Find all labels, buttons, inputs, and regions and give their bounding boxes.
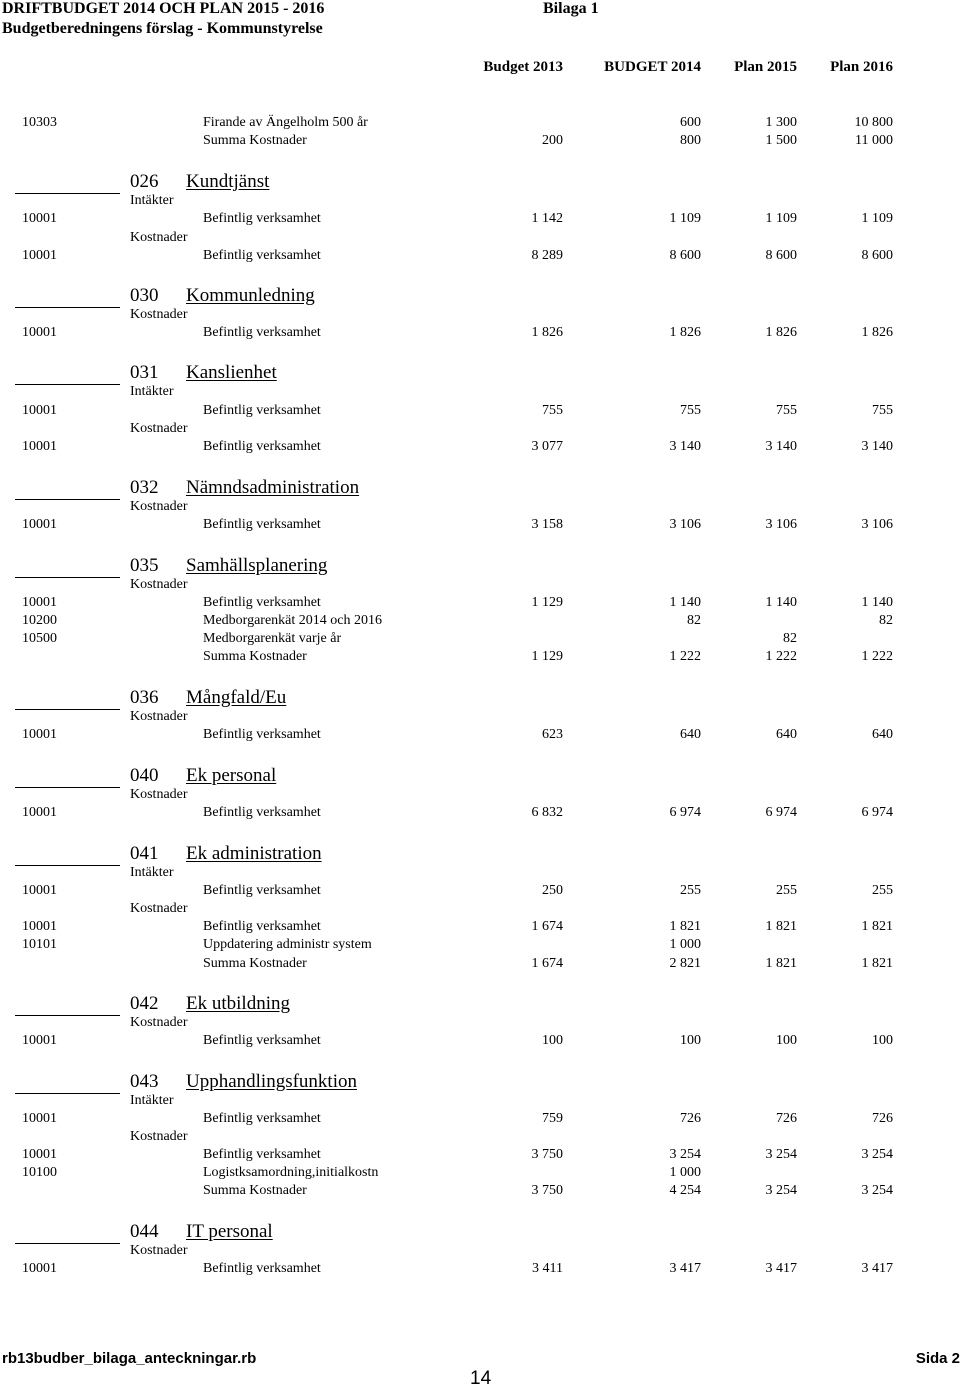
plan-2016-value: 11 000 — [855, 133, 893, 148]
plan-2016-value: 1 821 — [861, 956, 893, 971]
category-row — [0, 900, 960, 918]
category-row — [0, 786, 960, 804]
category-label: Kostnader — [130, 307, 188, 322]
plan-2016-value: 3 140 — [861, 439, 893, 454]
row-description: Befintlig verksamhet — [203, 211, 321, 226]
table-row — [0, 438, 960, 456]
row-description: Summa Kostnader — [203, 956, 307, 971]
category-row — [0, 708, 960, 726]
section-title: Mångfald/Eu — [186, 687, 287, 708]
section-code: 044 — [130, 1221, 159, 1242]
table-row — [0, 594, 960, 612]
budget-2014-value: 1 222 — [669, 649, 701, 664]
row-description: Befintlig verksamhet — [203, 1147, 321, 1162]
account-number: 10001 — [22, 517, 57, 532]
budget-2013-value: 3 077 — [531, 439, 563, 454]
plan-2015-value: 3 254 — [765, 1183, 797, 1198]
plan-2016-value: 3 254 — [861, 1147, 893, 1162]
budget-2014-value: 755 — [680, 403, 701, 418]
plan-2016-value: 3 254 — [861, 1183, 893, 1198]
table-row — [0, 114, 960, 132]
table-row — [0, 324, 960, 342]
budget-2013-value: 3 750 — [531, 1147, 563, 1162]
account-number: 10500 — [22, 631, 57, 646]
account-number: 10001 — [22, 248, 57, 263]
budget-2014-value: 1 000 — [669, 937, 701, 952]
table-row — [0, 1110, 960, 1128]
table-row — [0, 804, 960, 822]
plan-2016-value: 1 140 — [861, 595, 893, 610]
category-label: Kostnader — [130, 577, 188, 592]
account-number: 10001 — [22, 595, 57, 610]
budget-2014-value: 600 — [680, 115, 701, 130]
document-title: DRIFTBUDGET 2014 OCH PLAN 2015 - 2016 — [2, 0, 325, 17]
budget-2014-value: 6 974 — [669, 805, 701, 820]
section-code: 031 — [130, 362, 159, 383]
table-row — [0, 918, 960, 936]
category-label: Intäkter — [130, 193, 174, 208]
table-row — [0, 1260, 960, 1278]
footer-filename: rb13budber_bilaga_anteckningar.rb — [2, 1350, 257, 1367]
category-row — [0, 383, 960, 401]
plan-2016-value: 3 417 — [861, 1261, 893, 1276]
category-label: Kostnader — [130, 230, 188, 245]
budget-2013-value: 1 129 — [531, 595, 563, 610]
table-row — [0, 1164, 960, 1182]
account-number: 10101 — [22, 937, 57, 952]
section-title: Ek personal — [186, 765, 277, 786]
budget-2013-value: 1 142 — [531, 211, 563, 226]
category-row — [0, 498, 960, 516]
budget-2013-value: 1 129 — [531, 649, 563, 664]
account-number: 10100 — [22, 1165, 57, 1180]
plan-2016-value: 640 — [872, 727, 893, 742]
budget-2013-value: 100 — [542, 1033, 563, 1048]
budget-2014-value: 255 — [680, 883, 701, 898]
column-header-plan-2016: Plan 2016 — [830, 59, 893, 75]
plan-2015-value: 1 109 — [765, 211, 797, 226]
section-title: Samhällsplanering — [186, 555, 328, 576]
row-description: Befintlig verksamhet — [203, 727, 321, 742]
plan-2016-value: 1 826 — [861, 325, 893, 340]
category-label: Kostnader — [130, 787, 188, 802]
sum-row — [0, 955, 960, 973]
plan-2015-value: 755 — [776, 403, 797, 418]
account-number: 10001 — [22, 727, 57, 742]
column-header-budget-2014: BUDGET 2014 — [604, 59, 701, 75]
account-number: 10001 — [22, 403, 57, 418]
section-title: Ek administration — [186, 843, 322, 864]
row-description: Befintlig verksamhet — [203, 883, 321, 898]
plan-2016-value: 1 222 — [861, 649, 893, 664]
category-row — [0, 229, 960, 247]
plan-2016-value: 255 — [872, 883, 893, 898]
plan-2016-value: 3 106 — [861, 517, 893, 532]
category-label: Intäkter — [130, 384, 174, 399]
column-header-budget-2013: Budget 2013 — [483, 59, 563, 75]
row-description: Befintlig verksamhet — [203, 325, 321, 340]
budget-2013-value: 1 826 — [531, 325, 563, 340]
plan-2015-value: 3 417 — [765, 1261, 797, 1276]
table-row — [0, 882, 960, 900]
footer-page-label: Sida 2 — [915, 1350, 960, 1367]
row-description: Befintlig verksamhet — [203, 805, 321, 820]
budget-2013-value: 3 750 — [531, 1183, 563, 1198]
category-row — [0, 420, 960, 438]
plan-2016-value: 8 600 — [861, 248, 893, 263]
account-number: 10001 — [22, 325, 57, 340]
plan-2015-value: 1 500 — [765, 133, 797, 148]
row-description: Befintlig verksamhet — [203, 595, 321, 610]
plan-2016-value: 82 — [879, 613, 893, 628]
page-number: 14 — [470, 1368, 492, 1389]
category-label: Kostnader — [130, 1015, 188, 1030]
plan-2016-value: 10 800 — [854, 115, 893, 130]
budget-2014-value: 1 821 — [669, 919, 701, 934]
plan-2015-value: 1 140 — [765, 595, 797, 610]
row-description: Medborgarenkät 2014 och 2016 — [203, 613, 382, 628]
row-description: Befintlig verksamhet — [203, 1111, 321, 1126]
plan-2015-value: 640 — [776, 727, 797, 742]
category-label: Kostnader — [130, 1243, 188, 1258]
account-number: 10303 — [22, 115, 57, 130]
budget-2014-value: 8 600 — [669, 248, 701, 263]
plan-2015-value: 3 254 — [765, 1147, 797, 1162]
row-description: Befintlig verksamhet — [203, 403, 321, 418]
plan-2015-value: 3 140 — [765, 439, 797, 454]
row-description: Logistksamordning,initialkostn — [203, 1165, 379, 1180]
account-number: 10200 — [22, 613, 57, 628]
plan-2015-value: 3 106 — [765, 517, 797, 532]
plan-2016-value: 6 974 — [861, 805, 893, 820]
budget-2014-value: 726 — [680, 1111, 701, 1126]
table-row — [0, 247, 960, 265]
row-description: Summa Kostnader — [203, 1183, 307, 1198]
budget-2013-value: 759 — [542, 1111, 563, 1126]
section-code: 036 — [130, 687, 159, 708]
budget-2014-value: 640 — [680, 727, 701, 742]
table-row — [0, 936, 960, 954]
plan-2015-value: 100 — [776, 1033, 797, 1048]
section-code: 040 — [130, 765, 159, 786]
row-description: Befintlig verksamhet — [203, 919, 321, 934]
section-title: Upphandlingsfunktion — [186, 1071, 357, 1092]
column-header-plan-2015: Plan 2015 — [734, 59, 797, 75]
plan-2015-value: 82 — [783, 631, 797, 646]
row-description: Befintlig verksamhet — [203, 248, 321, 263]
section-title: Kanslienhet — [186, 362, 277, 383]
account-number: 10001 — [22, 211, 57, 226]
category-label: Intäkter — [130, 1093, 174, 1108]
section-code: 026 — [130, 171, 159, 192]
budget-2013-value: 3 411 — [532, 1261, 563, 1276]
row-description: Firande av Ängelholm 500 år — [203, 115, 368, 130]
plan-2015-value: 1 821 — [765, 919, 797, 934]
category-label: Intäkter — [130, 865, 174, 880]
table-row — [0, 726, 960, 744]
account-number: 10001 — [22, 1111, 57, 1126]
row-description: Uppdatering administr system — [203, 937, 372, 952]
table-row — [0, 1146, 960, 1164]
budget-2014-value: 82 — [687, 613, 701, 628]
account-number: 10001 — [22, 1261, 57, 1276]
plan-2015-value: 1 821 — [765, 956, 797, 971]
category-label: Kostnader — [130, 901, 188, 916]
table-row — [0, 1032, 960, 1050]
budget-2014-value: 3 140 — [669, 439, 701, 454]
category-label: Kostnader — [130, 709, 188, 724]
budget-2014-value: 800 — [680, 133, 701, 148]
row-description: Befintlig verksamhet — [203, 439, 321, 454]
section-title: Kundtjänst — [186, 171, 270, 192]
category-row — [0, 1242, 960, 1260]
attachment-label: Bilaga 1 — [543, 0, 599, 17]
category-row — [0, 864, 960, 882]
budget-2014-value: 1 109 — [669, 211, 701, 226]
plan-2016-value: 1 109 — [861, 211, 893, 226]
account-number: 10001 — [22, 439, 57, 454]
budget-2014-value: 3 254 — [669, 1147, 701, 1162]
category-label: Kostnader — [130, 1129, 188, 1144]
row-description: Medborgarenkät varje år — [203, 631, 342, 646]
table-row — [0, 402, 960, 420]
budget-2014-value: 1 140 — [669, 595, 701, 610]
table-row — [0, 516, 960, 534]
account-number: 10001 — [22, 919, 57, 934]
account-number: 10001 — [22, 1147, 57, 1162]
plan-2016-value: 100 — [872, 1033, 893, 1048]
section-code: 042 — [130, 993, 159, 1014]
table-row — [0, 612, 960, 630]
budget-2013-value: 250 — [542, 883, 563, 898]
category-label: Kostnader — [130, 499, 188, 514]
plan-2015-value: 726 — [776, 1111, 797, 1126]
budget-2014-value: 2 821 — [669, 956, 701, 971]
category-label: Kostnader — [130, 421, 188, 436]
plan-2015-value: 1 222 — [765, 649, 797, 664]
sum-row — [0, 648, 960, 666]
document-subtitle: Budgetberedningens förslag - Kommunstyrelse — [2, 20, 323, 37]
category-row — [0, 1092, 960, 1110]
category-row — [0, 576, 960, 594]
table-row — [0, 630, 960, 648]
row-description: Summa Kostnader — [203, 133, 307, 148]
category-row — [0, 192, 960, 210]
budget-2014-value: 3 106 — [669, 517, 701, 532]
plan-2016-value: 755 — [872, 403, 893, 418]
budget-2013-value: 8 289 — [531, 248, 563, 263]
category-row — [0, 1014, 960, 1032]
section-title: Nämndsadministration — [186, 477, 360, 498]
account-number: 10001 — [22, 805, 57, 820]
budget-2014-value: 1 826 — [669, 325, 701, 340]
plan-2015-value: 1 300 — [765, 115, 797, 130]
budget-2013-value: 755 — [542, 403, 563, 418]
row-description: Befintlig verksamhet — [203, 517, 321, 532]
budget-2013-value: 3 158 — [531, 517, 563, 532]
plan-2015-value: 8 600 — [765, 248, 797, 263]
sum-row — [0, 1182, 960, 1200]
plan-2016-value: 726 — [872, 1111, 893, 1126]
section-code: 035 — [130, 555, 159, 576]
row-description: Befintlig verksamhet — [203, 1261, 321, 1276]
plan-2015-value: 1 826 — [765, 325, 797, 340]
section-code: 032 — [130, 477, 159, 498]
budget-2014-value: 1 000 — [669, 1165, 701, 1180]
section-code: 041 — [130, 843, 159, 864]
budget-2013-value: 623 — [542, 727, 563, 742]
section-code: 030 — [130, 285, 159, 306]
account-number: 10001 — [22, 883, 57, 898]
section-title: IT personal — [186, 1221, 273, 1242]
budget-2013-value: 200 — [542, 133, 563, 148]
section-title: Ek utbildning — [186, 993, 290, 1014]
row-description: Summa Kostnader — [203, 649, 307, 664]
budget-2013-value: 1 674 — [531, 956, 563, 971]
account-number: 10001 — [22, 1033, 57, 1048]
category-row — [0, 1128, 960, 1146]
budget-2014-value: 3 417 — [669, 1261, 701, 1276]
row-description: Befintlig verksamhet — [203, 1033, 321, 1048]
sum-row — [0, 132, 960, 150]
plan-2016-value: 1 821 — [861, 919, 893, 934]
budget-2013-value: 1 674 — [531, 919, 563, 934]
budget-2014-value: 4 254 — [669, 1183, 701, 1198]
budget-2013-value: 6 832 — [531, 805, 563, 820]
section-code: 043 — [130, 1071, 159, 1092]
section-title: Kommunledning — [186, 285, 315, 306]
table-row — [0, 210, 960, 228]
budget-2014-value: 100 — [680, 1033, 701, 1048]
plan-2015-value: 255 — [776, 883, 797, 898]
plan-2015-value: 6 974 — [765, 805, 797, 820]
category-row — [0, 306, 960, 324]
